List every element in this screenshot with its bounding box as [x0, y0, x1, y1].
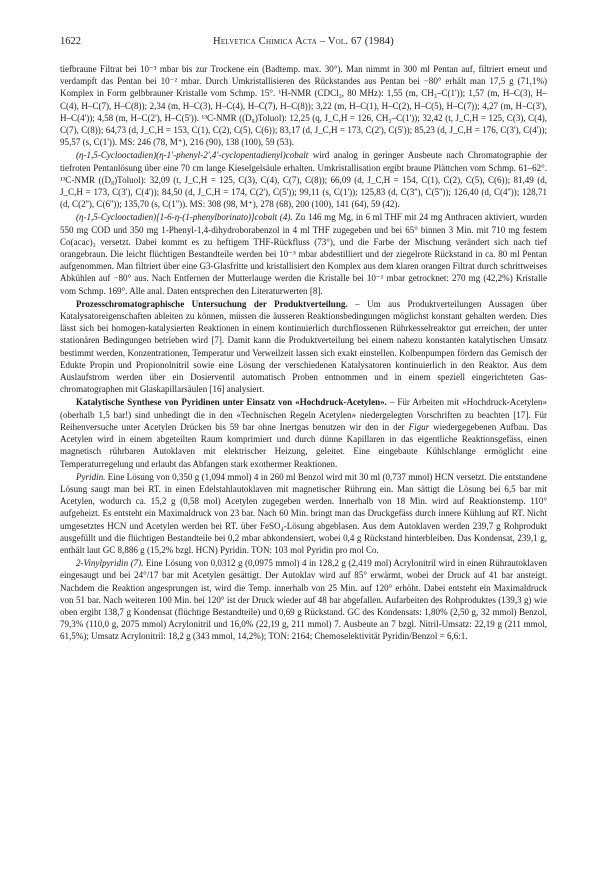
section-process-chromatography: [60, 298, 547, 396]
paragraph-text: Eine Lösung von 0,350 g (1,094 mmol) 4 in 260 ml Benzol wird mit 30 ml (0,737 mmol) HCN versetzt. Die entstandene Lösung saugt man bei RT. in einen Edelstahlautoklaven mit magnetischer Rührung ein. Man sättigt die Lösung bei 6,5 bar mit Acetylen, wodurch ca. 15,2 g (0,58 mol) Acetylen zugegeben werden. Innerhalb von 18 Min. wird auf Reaktionstemp. 110° aufgeheizt. Es entsteht ein Maximaldruck von 23 bar. Nach 60 Min. bringt man das Druckgefäss durch innere Kühlung auf RT. Nicht umgesetztes HCN und Acetylen werden bei RT. über FeSO₄-Lösung abgeblasen. Aus dem Autoklaven werden 239,7 g Rohprodukt ausgefüllt und die flüchtigen Bestandteile bei 0,2 mbar abkondensiert, wobei 0,4 g Rückstand hinterbleiben. Das Kondensat, 239,1 g, enthält laut GC 8,886 g (15,2% bzgl. HCN) Pyridin. TON: 103 mol Pyridin pro mol Co.: [60, 471, 547, 555]
journal-running-title: Helvetica Chimica Acta – Vol. 67 (1984): [213, 36, 394, 47]
paragraph-text: tiefbraune Filtrat bei 10⁻³ mbar bis zur Trockene ein (Badtemp. max. 30°). Man nimmt in 300 ml Pentan auf, filtriert erneut und verdampft das Pentan bei 10⁻² mbar. Durch Umkristallisieren des Rückstandes aus Pentan bei −80° erhält man 17,5 g (71,1%) Komplex in Form gelbbrauner Kristalle vom Schmp. 15°. ¹H-NMR (CDCl₃, 80 MHz): 1,55 (m, CH₃–C(1')); 1,57 (m, H–C(3), H–C(4), H–C(7), H–C(8)); 2,34 (m, H–C(3), H–C(4), H–C(7), H–C(8)); 3,22 (m, H–C(1), H–C(2), H–C(5), H–C(7)); 4,27 (m, H–C(3'), H–C(4')); 4,58 (m, H–C(2'), H–C(5')). ¹³C-NMR ((D₈)Toluol): 12,25 (q, J_C,H = 126, CH₃–C(1')); 32,42 (t, J_C,H = 125, C(3), C(4), C(7), C(8)); 64,73 (d, J_C,H = 153, C(1), C(2), C(5), C(6)); 83,17 (d, J_C,H = 173, C(2'), C(5')); 85,23 (d, J_C,H = 176, C(3'), C(4')); 95,57 (s, C(1')). MS: 246 (78, M⁺), 216 (90), 138 (100), 59 (53).: [60, 64, 547, 148]
section-heading: Katalytische Synthese von Pyridinen unter Einsatz von «Hochdruck-Acetylen».: [76, 397, 387, 408]
figure-reference: Figur: [408, 421, 430, 432]
paragraph-text: Zu 146 mg Mg, in 6 ml THF mit 24 mg Anthracen aktiviert, wurden 550 mg COD und 350 mg 1-Phenyl-1,4-dihydroborabenzol in 4 ml THF zugegeben und bei 65° binnen 3 Min. mit 710 mg festem Co(acac)₃ versetzt. Dabei kommt es zu heftigem THF-Rückfluss (73°), und die Farbe der Mischung verändert sich nach tief orangebraun. Die leicht flüchtigen Bestandteile werden bei 10⁻³ mbar abdestilliert und der ziegelrote Rückstand in ca. 80 ml Pentan aufgenommen. Man filtriert über eine G3-Glasfritte und kristallisiert den Komplex aus dem klaren orangen Filtrat durch schrittweises Abkühlen auf −80° aus. Nach Entfernen der Mutterlauge werden die Kristalle bei 10⁻¹ mbar getrocknet: 270 mg (42,2%) Kristalle vom Schmp. 169°. Alle anal. Daten entsprechen den Literaturwerten [8].: [60, 212, 547, 296]
section-heading: Prozesschromatographische Untersuchung der Produktverteilung.: [76, 298, 348, 309]
compound-heading: (η-1,5-Cyclooctadien)(η-1'-phenyl-2',4'-cyclopentadienyl)cobalt: [76, 150, 309, 161]
section-pyridine-synthesis: [60, 396, 547, 469]
paragraph-vinylpyridine: [60, 557, 547, 642]
compound-heading: (η-1,5-Cyclooctadien)[1-6-η-(1-phenylborinato)]cobalt (4).: [76, 212, 293, 223]
page-number: 1622: [60, 36, 81, 47]
paragraph-text: – Um aus Produktverteilungen Aussagen über Katalysatoreigenschaften ableiten zu können, müssen die äusseren Reaktionsbedingungen möglichst konstant gehalten werden. Dies lässt sich bei homogen-katalysierten Reaktionen in einem kontinuierlich durchflossenen Rührkesselreaktor gut erreichen, der unter stationären Bedingungen betrieben wird [7]. Damit kann die Produktverteilung bei einem nahezu konstanten katalytischen Umsatz bestimmt werden, Konzentrationen, Temperatur und Verweilzeit lassen sich exakt einstellen. Kolbenpumpen fördern das Gemisch der Edukte Propin und Propionolnitril sowie eine Lösung der verschiedenen Katalysatoren kontinuierlich in den Reaktor. Aus dem Auslaufstrom werden über ein Dosierventil automatisch Proben entnommen und in einem speziell eingerichteten Gas-chromatographen mit Glaskapillarsäulen [16] analysiert.: [60, 298, 547, 395]
paragraph-text: wird analog in geringer Ausbeute nach Chromatographie der tiefroten Pentanlösung über eine 70 cm lange Kieselgelsäule erhalten. Umkristallisation ergibt braune Plättchen vom Schmp. 61–62°. ¹³C-NMR ((D₈)Toluol): 32,09 (t, J_C,H = 125, C(3), C(4), C(7), C(8)); 66,09 (d, J_C,H = 154, C(1), C(2), C(5), C(6)); 81,49 (d, J_C,H = 173, C(3'), C(4')); 84,50 (d, J_C,H = 174, C(2'), C(5')); 99,11 (s, C(1')); 125,83 (d, C(3''), C(5'')); 126,40 (d, C(4'')); 128,71 (d, C(2''), C(6'')); 135,70 (s, C(1'')). MS: 308 (98, M⁺), 278 (68), 200 (100), 141 (64), 59 (42).: [60, 150, 547, 210]
compound-heading: 2-Vinylpyridin (7).: [76, 558, 144, 569]
paragraph-text: Eine Lösung von 0,0312 g (0,0975 mmol) 4 in 128,2 g (2,419 mol) Acrylonitril wird in einen Rührautoklaven eingesaugt und bei 24°/17 bar mit Acetylen gesättigt. Der Autoklav wird auf 85° erwärmt, wobei der Druck auf 41 bar ansteigt. Nachdem die Reaktion angesprungen ist, wird die Temp. innerhalb von 25 Min. auf 120° erhöht. Dabei entsteht ein Maximaldruck von 51 bar. Nach weiteren 100 Min. bei 120° ist der Druck wieder auf 48 bar abgefallen. Aufarbeiten des Rohproduktes (139,3 g) wie oben ergibt 138,7 g Kondensat (flüchtige Bestandteile) und 0,69 g Rückstand. GC des Kondensats: 1,80% (2,50 g, 32 mmol) Benzol, 79,3% (110,0 g, 2075 mmol) Acrylonitril und 16,0% (22,19 g, 211 mmol) 7. Ausbeute an 7 bzgl. Nitril-Umsatz: 22,19 g (211 mmol, 61,5%); Umsatz Acrylonitril: 18,2 g (343 mmol, 14,2%); TON: 2164; Chemoselektivität Pyridin/Benzol = 6,6:1.: [60, 558, 547, 642]
paragraph-phenyl-cobalt: [60, 149, 547, 210]
paragraph-complex-filtrate: [60, 63, 547, 148]
compound-heading: Pyridin.: [76, 471, 106, 482]
paragraph-text: – Für Arbeiten mit «Hochdruck-Acetylen» (oberhalb 1,5 bar!) sind unbedingt die in den «Technischen Regeln Acetylen» niedergelegten Vorschriften zu beachten [17]. Für Reihenversuche unter Acetylen Drücken bis 59 bar ohne Inertgas benutzen wir den in der: [60, 397, 547, 432]
paragraph-text: wiedergegebenen Aufbau. Das Acetylen wird in einem abgeteilten Raum komprimiert und durch dünne Kapillaren in das eigentliche Reaktionsgefäss, einen magnetisch rührbaren Autoklaven mit elektrischer Heizung, geleitet. Eine eingebaute Kühlschlange ermöglicht eine Temperaturregelung und erlaubt das Abfangen stark exothermer Reaktionen.: [60, 421, 547, 469]
paragraph-borinato-cobalt: [60, 211, 547, 296]
page-header: [60, 36, 547, 52]
article-body: [60, 63, 547, 644]
paragraph-pyridine: [60, 471, 547, 556]
